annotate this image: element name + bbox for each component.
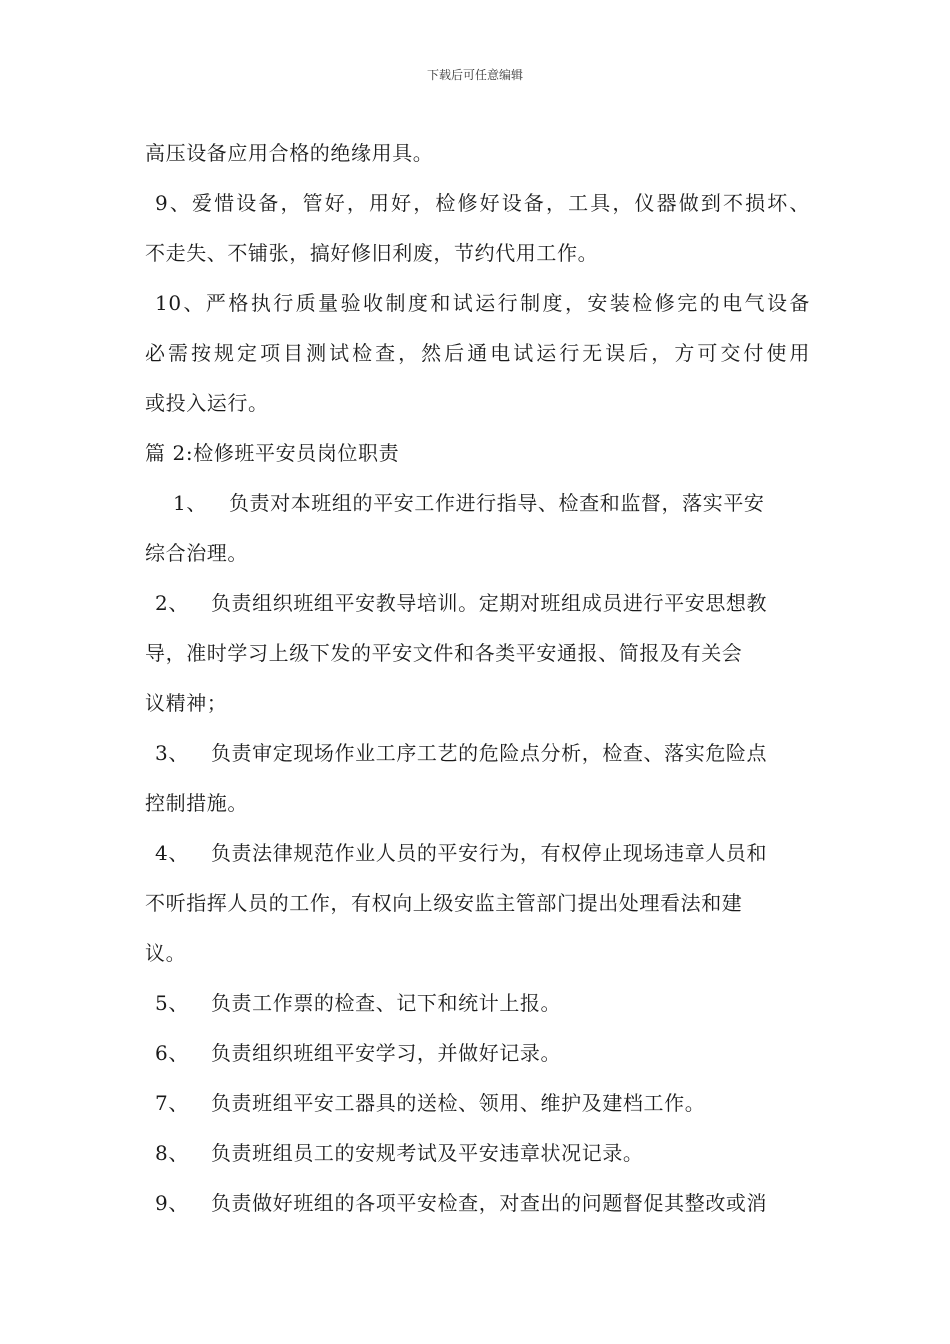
list-item [145,978,810,1028]
item-number: 3、 [155,741,189,765]
section-heading: 篇 2:检修班平安员岗位职责 [145,441,400,465]
text-line: 高压设备应用合格的绝缘用具。 [145,141,434,165]
item-text: 负责班组员工的安规考试及平安违章状况记录。 [210,1141,644,1165]
list-item [145,1078,810,1128]
list-item [145,1028,810,1078]
list-item [145,728,810,778]
item-text: 负责班组平安工器具的送检、领用、维护及建档工作。 [210,1091,706,1115]
item-text: 负责做好班组的各项平安检查，对查出的问题督促其整改或消 [210,1191,768,1215]
list-item [145,1128,810,1178]
text-line: 议。 [145,941,187,965]
text-line: 不听指挥人员的工作，有权向上级安监主管部门提出处理看法和建 [145,891,743,915]
item-text: 负责对本班组的平安工作进行指导、检查和监督，落实平安 [228,491,765,515]
item-text: 负责审定现场作业工序工艺的危险点分析，检查、落实危险点 [210,741,768,765]
item-number: 2、 [155,591,189,615]
item-number: 5、 [155,991,189,1015]
page-header: 下载后可任意编辑 [426,68,523,82]
item-text: 负责工作票的检查、记下和统计上报。 [210,991,562,1015]
text-line: 导，准时学习上级下发的平安文件和各类平安通报、简报及有关会 [145,641,743,665]
text-line: 或投入运行。 [145,391,269,415]
item-number: 6、 [155,1041,189,1065]
text-line: 议精神； [145,691,228,715]
list-item [145,578,810,628]
item-number: 8、 [155,1141,189,1165]
text-line: 综合治理。 [145,541,248,565]
document-body [145,128,810,1228]
list-item [145,1178,810,1228]
text-line: 9、爱惜设备，管好，用好，检修好设备，工具，仪器做到不损坏、 [155,191,810,215]
text-line: 必需按规定项目测试检查，然后通电试运行无误后，方可交付使用 [145,341,810,365]
item-text: 负责组织班组平安学习，并做好记录。 [210,1041,562,1065]
item-number: 1、 [173,491,207,515]
item-text: 负责组织班组平安教导培训。定期对班组成员进行平安思想教 [210,591,768,615]
text-line: 10、严格执行质量验收制度和试运行制度，安装检修完的电气设备 [155,291,810,315]
text-line: 不走失、不铺张，搞好修旧利废，节约代用工作。 [145,241,599,265]
item-number: 7、 [155,1091,189,1115]
item-number: 4、 [155,841,189,865]
item-text: 负责法律规范作业人员的平安行为，有权停止现场违章人员和 [210,841,768,865]
item-number: 9、 [155,1191,189,1215]
text-line: 控制措施。 [145,791,248,815]
list-item [145,478,810,528]
list-item [145,828,810,878]
